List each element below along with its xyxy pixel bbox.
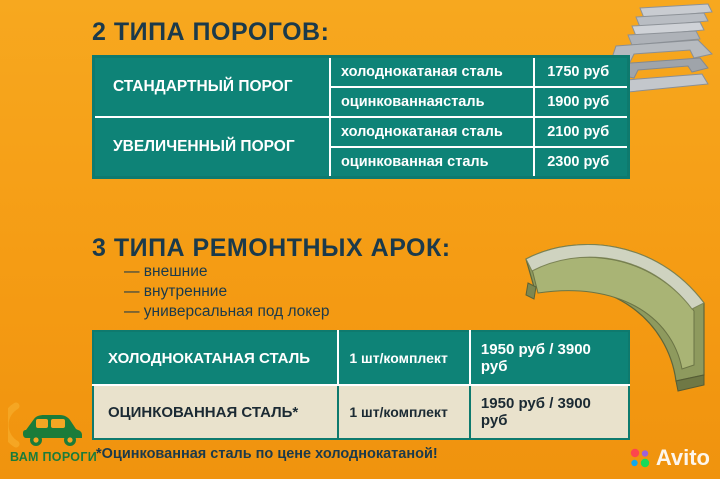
list-item: — внутренние: [124, 283, 228, 300]
sill-price: 2100 руб: [534, 117, 628, 147]
table-row: [94, 57, 629, 88]
sills-price-table: [92, 55, 630, 179]
sill-type-standard: СТАНДАРТНЫЙ ПОРОГ: [94, 57, 330, 118]
arch-types-list: [104, 262, 330, 322]
table-row: [93, 331, 629, 385]
sill-material: холоднокатаная сталь: [330, 57, 534, 88]
table-row: [93, 385, 629, 439]
list-item: — внешние: [124, 263, 208, 280]
table-row: [94, 117, 629, 147]
sill-price: 2300 руб: [534, 147, 628, 178]
sill-material: холоднокатаная сталь: [330, 117, 534, 147]
page-title-arches: 3 ТИПА РЕМОНТНЫХ АРОК:: [92, 234, 451, 262]
sill-material: оцинкованнаясталь: [330, 87, 534, 117]
arch-price: 1950 руб / 3900 руб: [470, 331, 629, 385]
sill-material: оцинкованная сталь: [330, 147, 534, 178]
arch-qty: 1 шт/комплект: [338, 385, 470, 439]
sill-price: 1750 руб: [534, 57, 628, 88]
watermark: [629, 445, 710, 471]
arch-price: 1950 руб / 3900 руб: [470, 385, 629, 439]
avito-dots-icon: [629, 447, 651, 469]
arch-material: ОЦИНКОВАННАЯ СТАЛЬ*: [93, 385, 338, 439]
logo-text: ВАМ ПОРОГИ: [10, 450, 97, 464]
logo: [8, 400, 104, 466]
sill-price: 1900 руб: [534, 87, 628, 117]
car-icon: [8, 400, 104, 450]
page-title-sills: 2 ТИПА ПОРОГОВ:: [92, 18, 330, 46]
arch-material: ХОЛОДНОКАТАНАЯ СТАЛЬ: [93, 331, 338, 385]
sill-type-enlarged: УВЕЛИЧЕННЫЙ ПОРОГ: [94, 117, 330, 178]
list-item: — универсальная под локер: [124, 303, 330, 320]
watermark-text: Avito: [655, 445, 710, 470]
footnote: *Оцинкованная сталь по цене холоднокатаной!: [96, 446, 438, 462]
arches-price-table: [92, 330, 630, 440]
arch-qty: 1 шт/комплект: [338, 331, 470, 385]
